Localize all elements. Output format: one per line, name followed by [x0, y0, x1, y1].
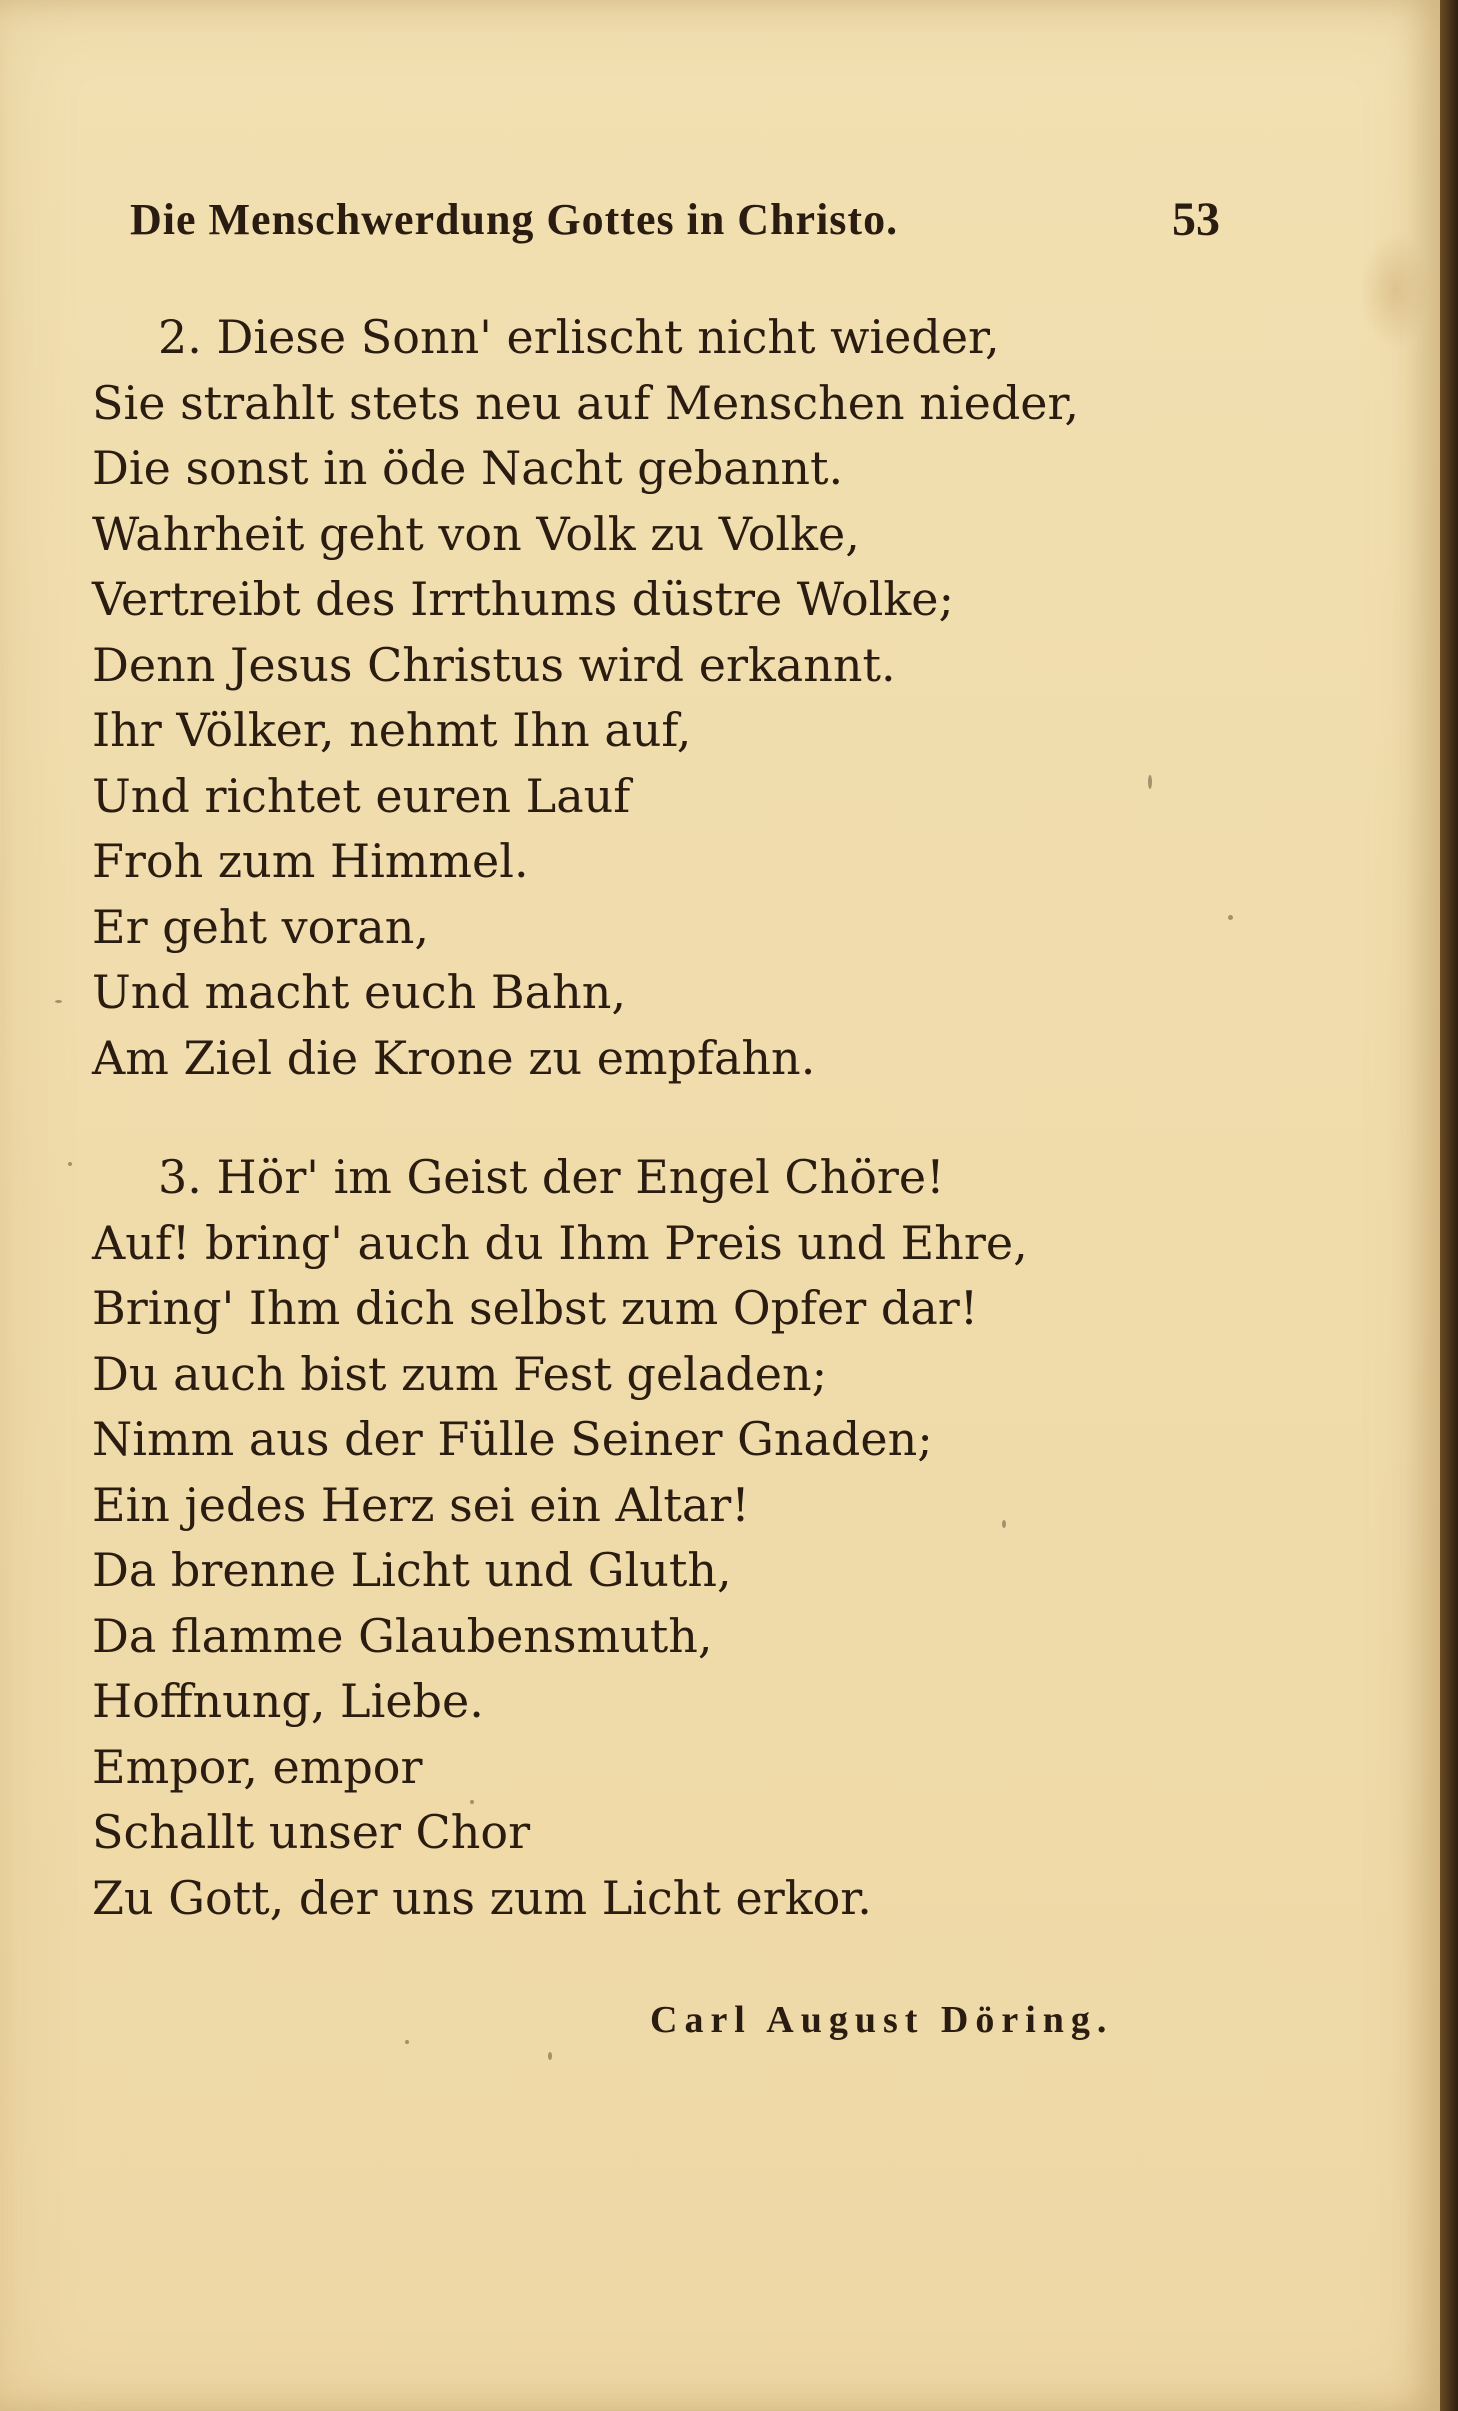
- stanza-3: [92, 1145, 1292, 1931]
- paper-stain: [1360, 230, 1430, 350]
- ink-speck: [1148, 775, 1152, 789]
- verse-line: Und richtet euren Lauf: [92, 768, 631, 823]
- verse-line: Die sonst in öde Nacht gebannt.: [92, 441, 844, 495]
- ink-speck: [470, 1800, 474, 1804]
- verse-line: Da flamme Glaubensmuth,: [92, 1608, 713, 1663]
- verse-line: Du auch bist zum Fest geladen;: [92, 1346, 828, 1401]
- verse-line: Da brenne Licht und Gluth,: [92, 1543, 732, 1597]
- verse-line: Denn Jesus Christus wird erkannt.: [92, 637, 896, 692]
- verse-line: Am Ziel die Krone zu empfahn.: [92, 1030, 816, 1085]
- verse-line: Sie strahlt stets neu auf Menschen nieder,: [92, 375, 1080, 430]
- page-edge: [1440, 0, 1458, 2411]
- verse-line: Er geht voran,: [92, 899, 429, 954]
- verse-line: Vertreibt des Irrthums düstre Wolke;: [92, 572, 954, 626]
- verse-line: Nimm aus der Fülle Seiner Gnaden;: [92, 1412, 933, 1466]
- ink-speck: [1228, 915, 1233, 920]
- verse-line: Empor, empor: [92, 1739, 423, 1794]
- verse-line: Schallt unser Chor: [92, 1805, 531, 1859]
- ink-speck: [68, 1162, 72, 1166]
- verse-line: Ein jedes Herz sei ein Altar!: [92, 1477, 750, 1532]
- verse-line: Ihr Völker, nehmt Ihn auf,: [92, 703, 692, 757]
- stanza-2: [92, 305, 1292, 1091]
- verse-line: Froh zum Himmel.: [92, 834, 529, 888]
- verse-line: 3. Hör' im Geist der Engel Chöre!: [158, 1150, 945, 1204]
- verse-line: Wahrheit geht von Volk zu Volke,: [92, 506, 860, 561]
- ink-speck: [55, 1000, 62, 1003]
- author-signature: Carl August Döring.: [650, 1999, 1114, 2041]
- verse-line: Auf! bring' auch du Ihm Preis und Ehre,: [92, 1215, 1028, 1270]
- running-title: Die Menschwerdung Gottes in Christo.: [130, 195, 899, 244]
- page-number: 53: [1172, 193, 1220, 246]
- verse-line: Und macht euch Bahn,: [92, 965, 626, 1019]
- ink-speck: [548, 2052, 552, 2060]
- verse-line: Bring' Ihm dich selbst zum Opfer dar!: [92, 1281, 979, 1335]
- verse-line: Hoffnung, Liebe.: [92, 1674, 484, 1728]
- verse-line: 2. Diese Sonn' erlischt nicht wieder,: [158, 310, 1000, 364]
- ink-speck: [405, 2040, 409, 2044]
- ink-speck: [1002, 1520, 1006, 1528]
- verse-line: Zu Gott, der uns zum Licht erkor.: [92, 1870, 872, 1925]
